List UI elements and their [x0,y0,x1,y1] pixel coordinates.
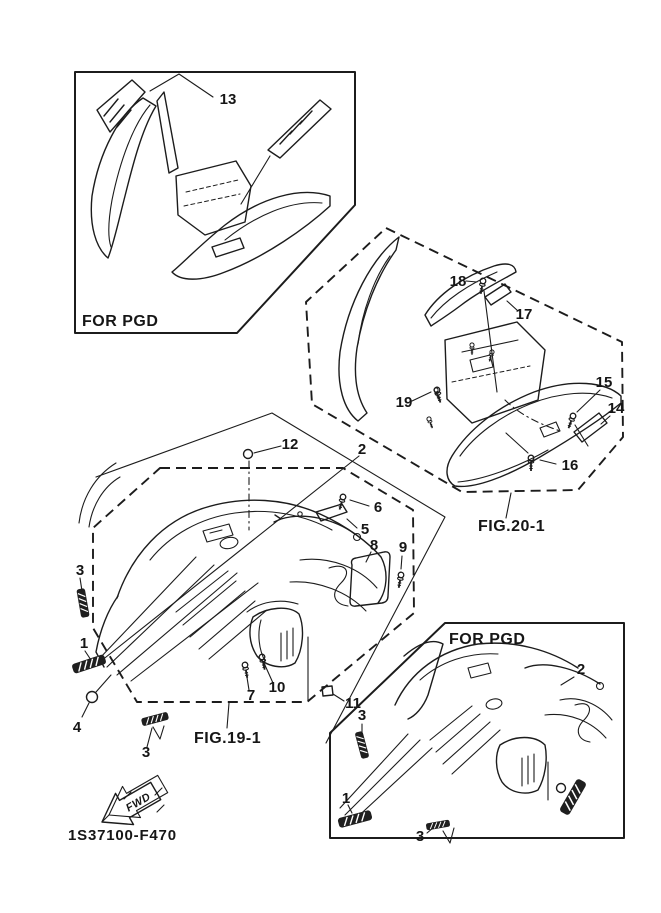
callout-3-left: 3 [75,562,85,579]
screw-15-icon [566,412,577,429]
washer-4 [87,692,98,703]
callout-12-leader [254,446,281,453]
pgd-decal-1 [337,810,372,828]
callout-1-leader [85,651,91,660]
housing-screw-icon [470,343,474,355]
graphic-decal-right-13 [268,100,331,158]
rear-fender-right-half [172,193,330,280]
callout-17: 17 [515,306,533,323]
screw-18-axis-line [484,291,497,392]
callout-13: 13 [219,91,237,108]
decal-3-left [76,588,89,618]
pgd-decal-3-wedge [443,828,454,843]
pgd-callout-2-leader [561,677,574,685]
fig20-left-fender [339,237,399,421]
fig20-left-fender-inner-line [358,256,390,344]
callout-16: 16 [561,457,579,474]
callout-6-leader [350,500,369,506]
pgd-fender-tail-streaks [340,734,432,822]
bottom-right-box-caption: FOR PGD [449,631,526,648]
callout-12: 12 [281,436,299,453]
screw-7-icon [242,662,250,679]
plate-8 [350,552,390,606]
fig20-right-fender-inner-line2 [458,450,548,482]
callout-10: 10 [268,679,286,696]
callout-8: 8 [369,537,379,554]
fig20-caption: FIG.20-1 [478,518,546,535]
graphic-decal-left-13 [97,80,145,132]
fig20-right-fender-inner-line1 [460,393,612,456]
top-left-pgd-box [75,72,355,333]
top-left-box-caption: FOR PGD [82,313,159,330]
pgd-mud-flap [496,738,546,794]
clip-11 [322,686,333,696]
fig20-caption-leader [506,493,511,518]
drawing-number: 1S37100-F470 [68,827,177,844]
screw-16-placement-line [506,433,528,453]
mud-flap [250,608,303,667]
bottom-right-pgd-box [330,623,624,845]
callout-4: 4 [72,719,82,736]
rear-fender-center-fin [157,92,178,173]
pgd-decal-3-bottom [426,819,451,830]
callout-19-leader [412,392,431,401]
fig20-tail-spoiler [425,264,516,326]
tail-housing-hidden-line [184,180,240,206]
pgd-fender-hole [485,697,503,710]
sticker-14 [574,413,607,442]
callout-13-leader [150,74,213,97]
callout-5-leader [347,519,357,528]
pgd-callout-1: 1 [341,790,351,807]
housing-screw-icon [426,416,434,429]
front-fender-louvers [176,571,267,659]
callout-14: 14 [607,400,625,417]
pgd-callout-2: 2 [576,661,586,678]
fig19-horn-piece [79,463,120,527]
callout-11: 11 [345,695,361,712]
callout-5: 5 [360,521,370,538]
fender-latch [203,524,233,542]
fig19-region [71,413,445,761]
grommet-12 [244,450,253,459]
screw-9-icon [396,572,404,589]
fig20-centerline [505,400,560,431]
rear-fender-left-half [91,98,156,258]
callout-3-bottom: 3 [141,744,151,761]
rear-fender-right-vent [212,238,244,257]
callout-1: 1 [79,635,89,652]
fig20-dashed-boundary [306,228,623,492]
callout-19: 19 [395,394,413,411]
callout-9: 9 [398,539,408,556]
pgd-fender-inner-line [420,654,498,680]
bottom-right-box-border [330,623,624,838]
front-fender-inner-line [150,511,332,560]
tail-housing [176,161,251,235]
pgd-fender-louvers [430,706,500,774]
callout-7: 7 [246,687,256,704]
pgd-callout-3-left: 3 [357,707,367,724]
callout-1-long-leader [101,456,359,661]
pgd-fender-latch [468,663,491,678]
pgd-decal-logo [557,784,566,793]
fwd-arrow-label: FWD [123,790,153,815]
callout-16-leader [540,460,556,464]
support-rod [274,515,355,534]
callout-6: 6 [373,499,383,516]
callout-9-leader [401,556,402,569]
fender-right-crease [329,566,348,606]
fig19-caption-leader [227,703,229,728]
fig20-tail-housing-hidden-line [452,366,530,382]
fender-front-lip [247,601,298,612]
callout-11-leader [333,694,344,701]
decal-13-placement-line [241,156,270,204]
pgd-support-rod [525,665,600,684]
decal-3-bottom [141,712,169,727]
fig19-caption: FIG.19-1 [194,730,262,747]
fig20-region [306,228,625,535]
callout-18-leader [466,281,477,282]
callout-2: 2 [357,441,367,458]
callout-15: 15 [595,374,613,391]
pgd-callout-3-bottom: 3 [415,828,425,845]
decal-3-bottom-wedge [153,726,164,739]
callout-18: 18 [449,273,467,290]
rear-fender-right-inner-line [225,203,322,240]
